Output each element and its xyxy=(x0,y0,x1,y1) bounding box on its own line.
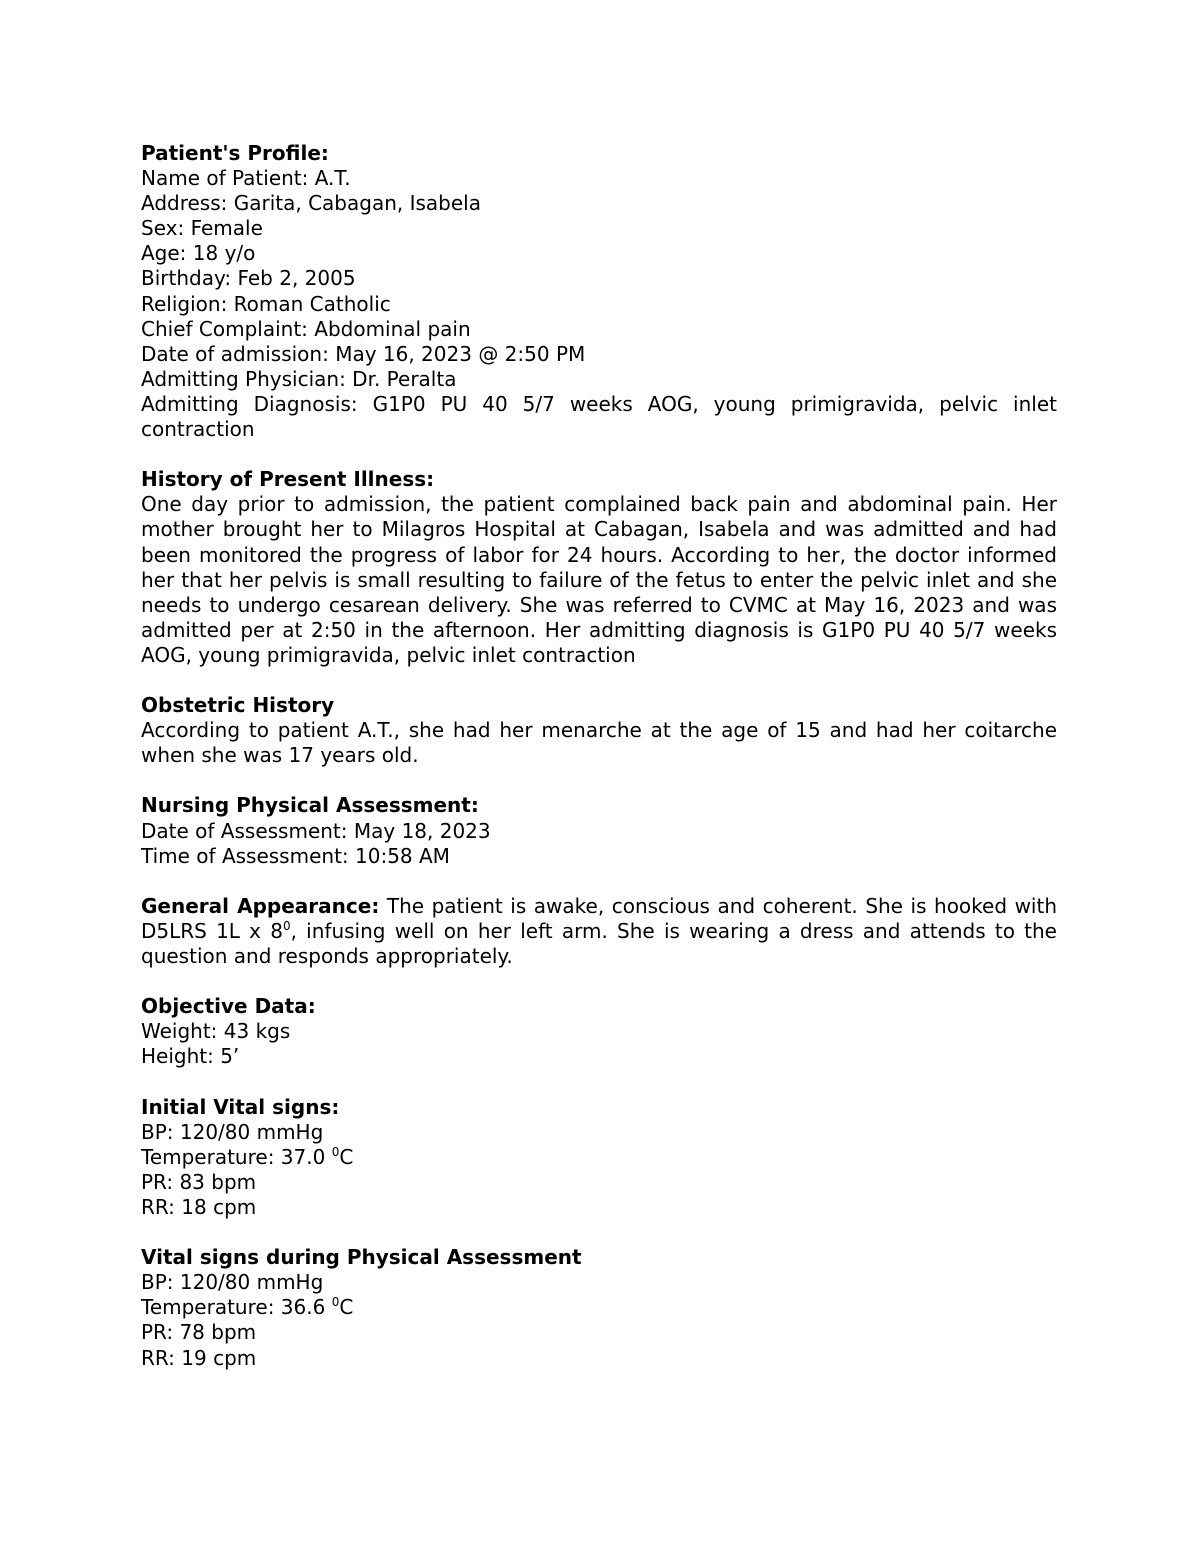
initial-temperature xyxy=(141,1145,1057,1170)
nursing-assessment-heading: Nursing Physical Assessment: xyxy=(141,793,479,818)
obstetric-history-heading: Obstetric History xyxy=(141,693,335,718)
patient-sex: Sex: Female xyxy=(141,216,263,241)
initial-vital-signs-section xyxy=(141,1095,1057,1220)
patient-religion: Religion: Roman Catholic xyxy=(141,291,391,316)
assessment-rr: RR: 19 cpm xyxy=(141,1345,257,1370)
initial-bp: BP: 120/80 mmHg xyxy=(141,1119,324,1144)
history-present-illness-section xyxy=(141,467,1057,668)
initial-temperature-value: Temperature: 37.0 xyxy=(141,1144,332,1169)
objective-data-heading: Objective Data: xyxy=(141,994,316,1019)
initial-temperature-unit: C xyxy=(339,1144,354,1169)
weight: Weight: 43 kgs xyxy=(141,1019,291,1044)
general-appearance-section xyxy=(141,894,1057,969)
obstetric-history-text: According to patient A.T., she had her menarche at the age of 15 and had her coitarche when she was 17 years old. xyxy=(141,718,1057,768)
chief-complaint: Chief Complaint: Abdominal pain xyxy=(141,316,471,341)
initial-pr: PR: 83 bpm xyxy=(141,1169,257,1194)
assessment-temperature-unit: C xyxy=(339,1295,354,1320)
history-present-illness-text: One day prior to admission, the patient complained back pain and abdominal pain. Her mother brought her to Milagros Hospital at Cabagan, Isabela and was admitted and had been monitored the progress of labor for 24 hours. According to her, the doctor informed her that her pelvis is small resulting to failure of the fetus to enter the pelvic inlet and she needs to undergo cesarean delivery. She was referred to CVMC at May 16, 2023 and was admitted per at 2:50 in the afternoon. Her admitting diagnosis is G1P0 PU 40 5/7 weeks AOG, young primigravida, pelvic inlet contraction xyxy=(141,492,1057,667)
assessment-date: Date of Assessment: May 18, 2023 xyxy=(141,818,491,843)
height: Height: 5’ xyxy=(141,1044,240,1069)
objective-data-section xyxy=(141,994,1057,1069)
initial-vital-signs-heading: Initial Vital signs: xyxy=(141,1094,340,1119)
initial-rr: RR: 18 cpm xyxy=(141,1194,257,1219)
assessment-pr: PR: 78 bpm xyxy=(141,1320,257,1345)
admitting-diagnosis: Admitting Diagnosis: G1P0 PU 40 5/7 weeks AOG, young primigravida, pelvic inlet contraction xyxy=(141,391,1057,442)
general-appearance-text-part1: The patient is awake, conscious and coherent. She is hooked with D5LRS 1L x 8 xyxy=(141,893,1057,943)
history-present-illness-heading: History of Present Illness: xyxy=(141,467,435,492)
assessment-temperature-degree: 0 xyxy=(331,1295,340,1310)
date-of-admission: Date of admission: May 16, 2023 @ 2:50 PM xyxy=(141,341,586,366)
obstetric-history-section xyxy=(141,693,1057,768)
admitting-physician: Admitting Physician: Dr. Peralta xyxy=(141,366,457,391)
nursing-assessment-section xyxy=(141,793,1057,868)
assessment-time: Time of Assessment: 10:58 AM xyxy=(141,843,450,868)
patient-profile-section xyxy=(141,141,1057,442)
assessment-bp: BP: 120/80 mmHg xyxy=(141,1270,324,1295)
general-appearance-superscript: 0 xyxy=(282,918,291,933)
general-appearance-heading: General Appearance: xyxy=(141,893,380,918)
general-appearance-text-part2: , infusing well on her left arm. She is wearing a dress and attends to the question and responds appropriately. xyxy=(141,918,1057,968)
assessment-temperature-value: Temperature: 36.6 xyxy=(141,1295,332,1320)
patient-name: Name of Patient: A.T. xyxy=(141,166,351,191)
patient-age: Age: 18 y/o xyxy=(141,241,256,266)
document-page xyxy=(141,141,1057,1396)
patient-profile-heading: Patient's Profile: xyxy=(141,141,329,165)
patient-address: Address: Garita, Cabagan, Isabela xyxy=(141,191,481,216)
assessment-vital-signs-section xyxy=(141,1245,1057,1370)
initial-temperature-degree: 0 xyxy=(331,1144,340,1159)
patient-birthday: Birthday: Feb 2, 2005 xyxy=(141,266,356,291)
assessment-vital-signs-heading: Vital signs during Physical Assessment xyxy=(141,1245,582,1270)
assessment-temperature xyxy=(141,1295,1057,1320)
